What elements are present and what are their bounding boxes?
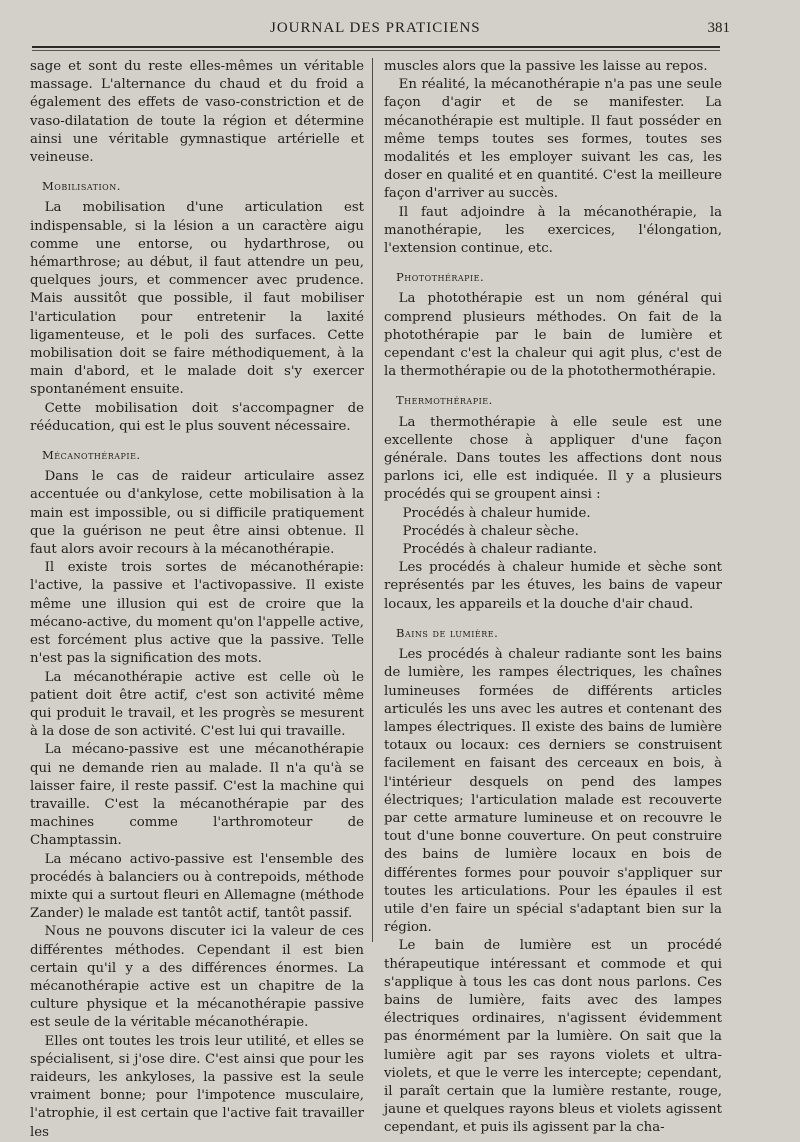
right-column (384, 58, 722, 1138)
paragraph: muscles alors que la passive les laisse au repos. (384, 59, 708, 74)
left-column (30, 58, 364, 1142)
paragraph: Elles ont toutes les trois leur utilité, et elles se spécialisent, si j'ose dire. C'est ainsi que pour les raideurs, les ankyloses, la passive est la seule vraiment bonne; pour l'impotence musculaire, l'atrophie, il est certain que l'active fait travailler les (30, 1033, 364, 1140)
paragraph: Cette mobilisation doit s'accompagner de rééducation, qui est le plus souvent nécessaire. (30, 400, 364, 434)
running-header (30, 20, 730, 40)
section-heading-mobilisation: Mobilisation. (42, 179, 121, 194)
journal-title: JOURNAL DES PRATICIENS (270, 20, 481, 36)
paragraph: sage et sont du reste elles-mêmes un véritable massage. L'alternance du chaud et du froid a également des effets de vaso-constriction et de vaso-dilatation de toute la région et détermine ainsi une véritable gymnastique artérielle et veineuse. (30, 59, 364, 166)
section-heading-bains-de-lumiere: Bains de lumière. (396, 625, 499, 640)
list-item: Procédés à chaleur humide. (402, 505, 591, 521)
paragraph: Les procédés à chaleur humide et sèche sont représentés par les étuves, les bains de vapeur locaux, les appareils et la douche d'air chaud. (384, 560, 722, 612)
paragraph: Nous ne pouvons discuter ici la valeur de ces différentes méthodes. Cependant il est bien certain qu'il y a des différences énormes. La mécanothérapie active est un chapitre de la culture physique et la mécanothérapie passive est seule de la véritable mécanothérapie. (30, 924, 364, 1031)
paragraph: La thermothérapie à elle seule est une excellente chose à appliquer d'une façon générale. Dans toutes les affections dont nous parlons ici, elle est indiquée. Il y a plusieurs procédés qui se groupent ainsi : (384, 414, 722, 503)
paragraph: La photothérapie est un nom général qui comprend plusieurs méthodes. On fait de la photothérapie par le bain de lumière et cependant c'est la chaleur qui agit plus, c'est de la thermothérapie ou de la photothermothérapie. (384, 291, 722, 380)
section-heading-phototherapie: Photothérapie. (396, 270, 485, 285)
header-rule-thin (32, 50, 720, 51)
page-number: 381 (707, 20, 730, 36)
paragraph: Le bain de lumière est un procédé thérapeutique intéressant et commode et qui s'applique à tous les cas dont nous parlons. Ces bains de lumière, faits avec des lampes électriques ordinaires, n'agissent évidemment pas énormément par la lumière. On sait que la lumière agit par ses rayons violets et ultra-violets, et que le verre les intercepte; cependant, il paraît certain que la lumière restante, rouge, jaune et quelques rayons bleus et violets agissent cependant, et puis ils agissent par la cha- (384, 938, 722, 1136)
list-item: Procédés à chaleur sèche. (402, 523, 579, 539)
paragraph: La mobilisation d'une articulation est indispensable, si la lésion a un caractère aigu comme une entorse, ou hydarthrose, ou hémarthrose; au début, il faut attendre un peu, quelques jours, et commencer avec prudence. Mais aussitôt que possible, il faut mobiliser l'articulation pour entretenir la laxité ligamenteuse, et le poli des surfaces. Cette mobilisation doit se faire méthodiquement, à la main d'abord, et le malade doit s'y exercer spontanément ensuite. (30, 200, 364, 398)
paragraph: Les procédés à chaleur radiante sont les bains de lumière, les rampes électriques, les chaînes lumineuses formées de différents articles articulés les uns avec les autres et contenant des lampes électriques. Il existe des bains de lumière totaux ou locaux: ces derniers se construisent facilement en faisant des cerceaux en bois, à l'intérieur desquels on pend des lampes électriques; l'articulation malade est recouverte par cette armature lumineuse et on recouvre le tout d'une bonne couverture. On peut construire des bains de lumière locaux en bois de différentes formes pour pouvoir s'appliquer sur toutes les articulations. Pour les épaules il est utile d'en faire un spécial s'adaptant bien sur la région. (384, 647, 722, 936)
paragraph: En réalité, la mécanothérapie n'a pas une seule façon d'agir et de se manifester. La mécanothérapie est multiple. Il faut posséder en même temps toutes ses formes, toutes ses modalités et les employer suivant les cas, les doser en qualité et en quantité. C'est la meilleure façon d'arriver au succès. (384, 77, 722, 202)
section-heading-thermotherapie: Thermothérapie. (396, 393, 493, 408)
paragraph: Il existe trois sortes de mécanothérapie: l'active, la passive et l'activopassive. Il existe même une illusion qui est de croire que la mécano-active, du moment qu'on l'appelle active, est forcément plus active que la passive. Telle n'est pas la signification des mots. (30, 560, 364, 667)
list-item: Procédés à chaleur radiante. (402, 542, 598, 558)
paragraph: La mécanothérapie active est celle où le patient doit être actif, c'est son activité même qui produit le travail, et les progrès se mesurent à la dose de son activité. C'est lui qui travaille. (30, 669, 364, 740)
paragraph: Dans le cas de raideur articulaire assez accentuée ou d'ankylose, cette mobilisation à la main est impossible, ou si difficile pratiquement que la guérison ne peut être ainsi obtenue. Il faut alors avoir recours à la mécanothérapie. (30, 469, 364, 558)
paragraph: La mécano-passive est une mécanothérapie qui ne demande rien au malade. Il n'a qu'à se laisser faire, il reste passif. C'est la machine qui travaille. C'est la mécanothérapie par des machines comme l'arthromoteur de Champtassin. (30, 742, 364, 849)
paragraph: La mécano activo-passive est l'ensemble des procédés à balanciers ou à contrepoids, méthode mixte qui a surtout fleuri en Allemagne (méthode Zander) le malade est tantôt actif, tantôt passif. (30, 851, 364, 922)
header-rule (32, 46, 720, 48)
column-divider (372, 58, 373, 942)
section-heading-mecanotherapie: Mécanothérapie. (42, 448, 141, 463)
paragraph: Il faut adjoindre à la mécanothérapie, la manothérapie, les exercices, l'élongation, l'extension continue, etc. (384, 204, 722, 257)
